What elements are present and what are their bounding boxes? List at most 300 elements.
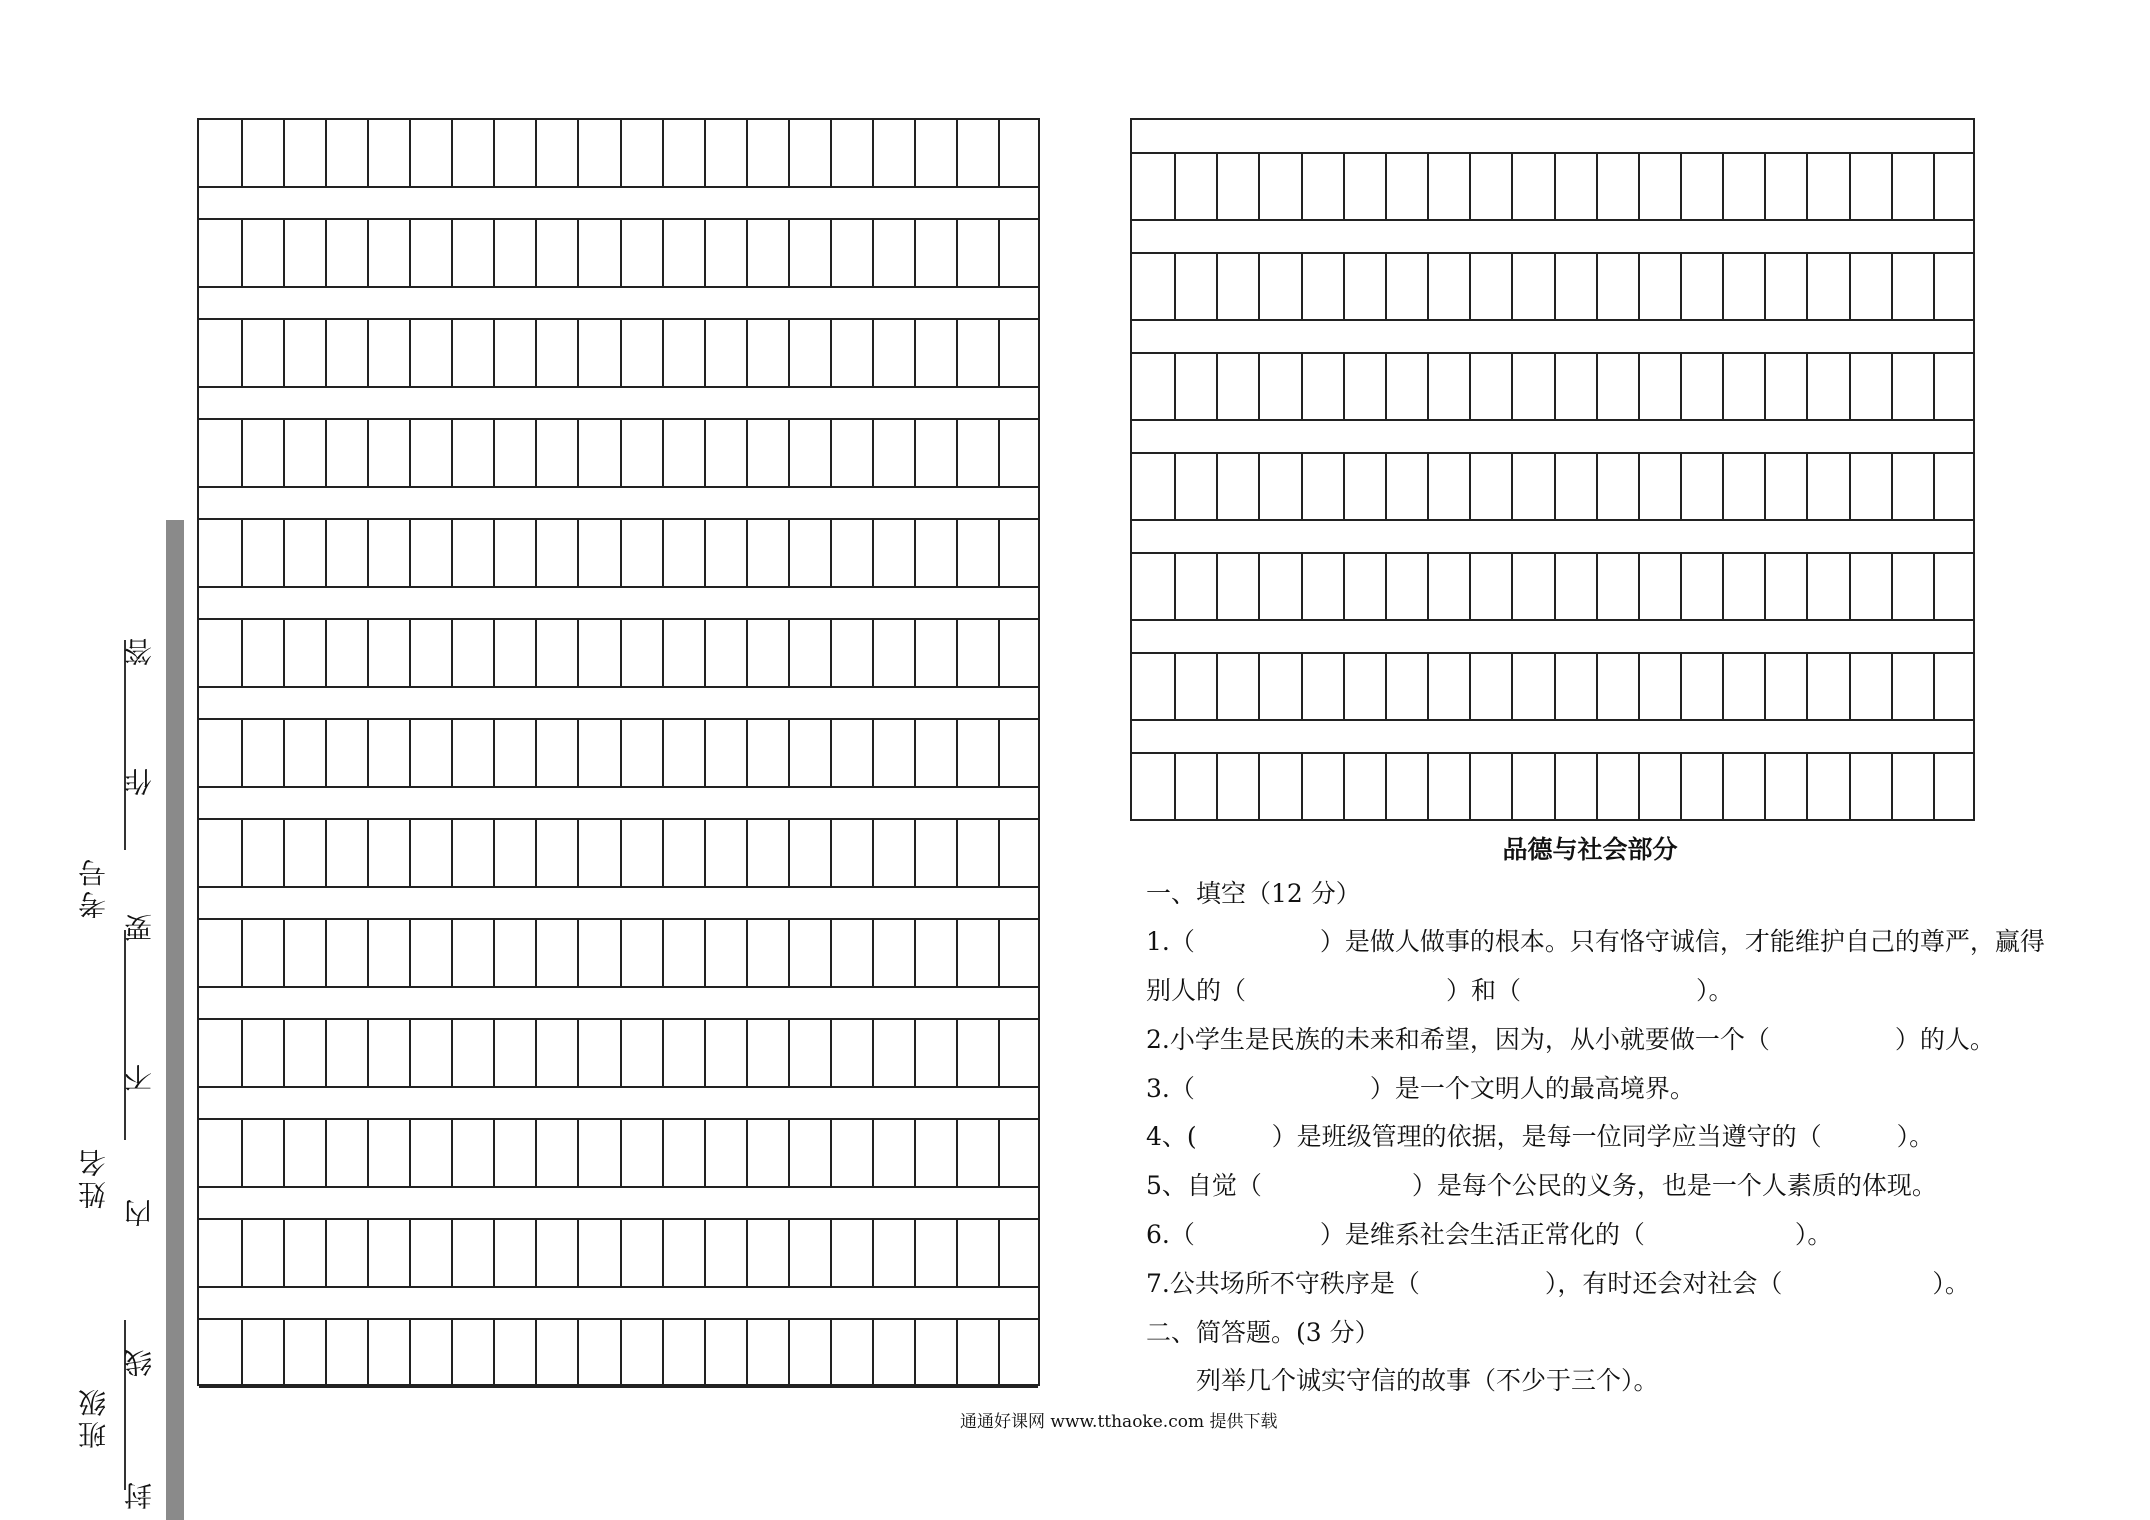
grid-cell-divider — [1511, 254, 1513, 319]
grid-cell-divider — [830, 1320, 832, 1386]
question-5: 5、自觉（ ）是每个公民的义务，也是一个人素质的体现。 — [1146, 1171, 1937, 1200]
grid-cell-divider — [914, 720, 916, 786]
grid-cell-divider — [241, 120, 243, 186]
grid-cell-divider — [788, 220, 790, 286]
grid-cell-divider — [1258, 654, 1260, 719]
grid-cell-divider — [830, 420, 832, 486]
grid-cell-divider — [241, 1020, 243, 1086]
grid-cell-divider — [1680, 154, 1682, 219]
grid-cell-divider — [1301, 454, 1303, 519]
grid-cell-divider — [367, 220, 369, 286]
grid-cell-divider — [1469, 554, 1471, 619]
grid-cell-divider — [1596, 454, 1598, 519]
grid-cell-divider — [1511, 354, 1513, 419]
grid-cell-divider — [1680, 354, 1682, 419]
grid-cell-divider — [409, 620, 411, 686]
grid-cell-divider — [956, 920, 958, 986]
grid-cell-divider — [1764, 354, 1766, 419]
grid-cell-divider — [1469, 354, 1471, 419]
grid-cell-divider — [283, 1020, 285, 1086]
grid-cell-divider — [1511, 454, 1513, 519]
grid-cell-divider — [746, 1120, 748, 1186]
grid-row — [199, 318, 1038, 388]
grid-cell-divider — [1258, 254, 1260, 319]
grid-cell-divider — [451, 120, 453, 186]
seal-char-1: 答 — [123, 634, 156, 666]
grid-cell-divider — [998, 220, 1000, 286]
grid-cell-divider — [1891, 754, 1893, 819]
grid-cell-divider — [1849, 254, 1851, 319]
grid-cell-divider — [914, 820, 916, 886]
grid-cell-divider — [704, 920, 706, 986]
grid-cell-divider — [1891, 354, 1893, 419]
writing-grid-left — [197, 118, 1040, 1386]
grid-cell-divider — [325, 520, 327, 586]
grid-cell-divider — [325, 620, 327, 686]
underline-number — [124, 640, 126, 850]
grid-cell-divider — [1891, 554, 1893, 619]
grid-cell-divider — [746, 720, 748, 786]
grid-cell-divider — [1764, 754, 1766, 819]
grid-cell-divider — [1722, 354, 1724, 419]
grid-cell-divider — [493, 420, 495, 486]
grid-cell-divider — [535, 1120, 537, 1186]
grid-cell-divider — [493, 820, 495, 886]
grid-cell-divider — [1764, 454, 1766, 519]
grid-cell-divider — [1638, 354, 1640, 419]
grid-cell-divider — [241, 1120, 243, 1186]
grid-cell-divider — [1680, 554, 1682, 619]
grid-cell-divider — [1216, 554, 1218, 619]
grid-cell-divider — [493, 1020, 495, 1086]
grid-cell-divider — [620, 720, 622, 786]
grid-cell-divider — [872, 520, 874, 586]
grid-cell-divider — [1596, 254, 1598, 319]
grid-cell-divider — [241, 320, 243, 386]
grid-cell-divider — [535, 520, 537, 586]
grid-cell-divider — [1258, 454, 1260, 519]
label-name: 姓名 — [77, 1145, 110, 1209]
grid-cell-divider — [283, 920, 285, 986]
grid-cell-divider — [535, 320, 537, 386]
grid-cell-divider — [1680, 754, 1682, 819]
grid-cell-divider — [1554, 654, 1556, 719]
grid-cell-divider — [1722, 254, 1724, 319]
grid-cell-divider — [788, 920, 790, 986]
grid-cell-divider — [1891, 454, 1893, 519]
grid-cell-divider — [662, 1020, 664, 1086]
grid-row — [1132, 152, 1973, 221]
grid-cell-divider — [1933, 154, 1935, 219]
grid-cell-divider — [1385, 754, 1387, 819]
grid-cell-divider — [1258, 754, 1260, 819]
grid-cell-divider — [283, 220, 285, 286]
grid-cell-divider — [451, 920, 453, 986]
grid-cell-divider — [914, 220, 916, 286]
grid-cell-divider — [956, 120, 958, 186]
grid-cell-divider — [956, 220, 958, 286]
grid-row — [1132, 452, 1973, 521]
grid-cell-divider — [1933, 754, 1935, 819]
grid-cell-divider — [325, 820, 327, 886]
grid-cell-divider — [914, 520, 916, 586]
question-7: 7.公共场所不守秩序是（ ），有时还会对社会（ ）。 — [1146, 1269, 1970, 1298]
grid-cell-divider — [788, 520, 790, 586]
grid-cell-divider — [577, 820, 579, 886]
grid-cell-divider — [914, 1220, 916, 1286]
grid-cell-divider — [914, 1120, 916, 1186]
grid-cell-divider — [1385, 154, 1387, 219]
grid-cell-divider — [535, 120, 537, 186]
grid-cell-divider — [1722, 554, 1724, 619]
grid-cell-divider — [1427, 554, 1429, 619]
grid-cell-divider — [1764, 154, 1766, 219]
grid-cell-divider — [1596, 354, 1598, 419]
grid-cell-divider — [535, 1220, 537, 1286]
grid-cell-divider — [1385, 354, 1387, 419]
grid-cell-divider — [283, 1320, 285, 1386]
grid-cell-divider — [1849, 554, 1851, 619]
grid-cell-divider — [746, 120, 748, 186]
grid-cell-divider — [1174, 554, 1176, 619]
grid-cell-divider — [1511, 554, 1513, 619]
grid-cell-divider — [241, 520, 243, 586]
grid-cell-divider — [577, 1220, 579, 1286]
grid-cell-divider — [409, 1120, 411, 1186]
grid-cell-divider — [914, 1320, 916, 1386]
grid-cell-divider — [704, 1120, 706, 1186]
grid-cell-divider — [1891, 654, 1893, 719]
grid-cell-divider — [535, 820, 537, 886]
grid-cell-divider — [998, 920, 1000, 986]
grid-cell-divider — [577, 620, 579, 686]
grid-cell-divider — [535, 420, 537, 486]
grid-cell-divider — [1638, 754, 1640, 819]
grid-cell-divider — [704, 320, 706, 386]
grid-cell-divider — [1554, 354, 1556, 419]
grid-cell-divider — [704, 420, 706, 486]
grid-cell-divider — [1385, 654, 1387, 719]
question-2: 2.小学生是民族的未来和希望，因为，从小就要做一个（ ）的人。 — [1146, 1025, 1995, 1054]
grid-cell-divider — [1258, 154, 1260, 219]
grid-cell-divider — [956, 520, 958, 586]
grid-cell-divider — [872, 1220, 874, 1286]
grid-cell-divider — [956, 620, 958, 686]
grid-cell-divider — [493, 1320, 495, 1386]
grid-cell-divider — [620, 820, 622, 886]
grid-cell-divider — [493, 1120, 495, 1186]
grid-cell-divider — [1849, 454, 1851, 519]
grid-cell-divider — [956, 1020, 958, 1086]
grid-cell-divider — [620, 420, 622, 486]
grid-cell-divider — [283, 620, 285, 686]
grid-cell-divider — [1680, 454, 1682, 519]
grid-cell-divider — [283, 520, 285, 586]
grid-cell-divider — [872, 920, 874, 986]
grid-cell-divider — [325, 1220, 327, 1286]
grid-cell-divider — [998, 420, 1000, 486]
grid-row — [1132, 552, 1973, 621]
writing-grid-right — [1130, 118, 1975, 821]
grid-cell-divider — [1469, 754, 1471, 819]
grid-cell-divider — [1174, 354, 1176, 419]
grid-cell-divider — [746, 1220, 748, 1286]
grid-cell-divider — [409, 1220, 411, 1286]
grid-cell-divider — [788, 1020, 790, 1086]
grid-cell-divider — [451, 720, 453, 786]
grid-cell-divider — [1806, 254, 1808, 319]
grid-cell-divider — [1764, 254, 1766, 319]
grid-cell-divider — [662, 320, 664, 386]
grid-cell-divider — [788, 1320, 790, 1386]
grid-cell-divider — [830, 720, 832, 786]
part1-heading: 一、填空（12 分） — [1146, 879, 1361, 908]
grid-cell-divider — [577, 1320, 579, 1386]
grid-cell-divider — [998, 520, 1000, 586]
grid-cell-divider — [830, 1120, 832, 1186]
grid-cell-divider — [409, 420, 411, 486]
question-3: 3.（ ）是一个文明人的最高境界。 — [1146, 1074, 1695, 1103]
grid-cell-divider — [998, 1320, 1000, 1386]
grid-cell-divider — [451, 1320, 453, 1386]
grid-cell-divider — [662, 520, 664, 586]
grid-cell-divider — [409, 1020, 411, 1086]
grid-cell-divider — [1764, 654, 1766, 719]
grid-cell-divider — [577, 220, 579, 286]
grid-cell-divider — [409, 1320, 411, 1386]
grid-cell-divider — [577, 720, 579, 786]
grid-cell-divider — [1174, 654, 1176, 719]
grid-cell-divider — [451, 320, 453, 386]
grid-cell-divider — [620, 1020, 622, 1086]
grid-cell-divider — [1469, 254, 1471, 319]
footer-source: 通通好课网 www.tthaoke.com 提供下载 — [960, 1412, 1278, 1432]
grid-cell-divider — [872, 820, 874, 886]
grid-cell-divider — [451, 1220, 453, 1286]
grid-cell-divider — [451, 620, 453, 686]
grid-cell-divider — [704, 1020, 706, 1086]
grid-cell-divider — [577, 920, 579, 986]
grid-cell-divider — [620, 520, 622, 586]
grid-cell-divider — [830, 320, 832, 386]
grid-cell-divider — [1301, 654, 1303, 719]
grid-cell-divider — [1849, 154, 1851, 219]
grid-row — [199, 1118, 1038, 1188]
grid-cell-divider — [1511, 154, 1513, 219]
grid-cell-divider — [1849, 654, 1851, 719]
seal-char-2: 作 — [123, 764, 156, 796]
grid-cell-divider — [1343, 254, 1345, 319]
grid-cell-divider — [1806, 754, 1808, 819]
grid-cell-divider — [1427, 754, 1429, 819]
grid-cell-divider — [746, 820, 748, 886]
grid-cell-divider — [1343, 154, 1345, 219]
grid-row — [199, 1318, 1038, 1388]
grid-cell-divider — [704, 1220, 706, 1286]
grid-row — [1132, 252, 1973, 321]
grid-cell-divider — [325, 920, 327, 986]
grid-cell-divider — [662, 620, 664, 686]
grid-cell-divider — [704, 620, 706, 686]
grid-cell-divider — [325, 120, 327, 186]
grid-cell-divider — [283, 1220, 285, 1286]
grid-row — [199, 618, 1038, 688]
seal-char-7: 封 — [123, 1478, 156, 1510]
grid-cell-divider — [1343, 654, 1345, 719]
grid-cell-divider — [241, 820, 243, 886]
grid-cell-divider — [1469, 654, 1471, 719]
grid-cell-divider — [788, 320, 790, 386]
grid-cell-divider — [746, 420, 748, 486]
grid-cell-divider — [956, 320, 958, 386]
grid-row — [199, 518, 1038, 588]
grid-cell-divider — [1806, 654, 1808, 719]
grid-cell-divider — [1511, 654, 1513, 719]
grid-cell-divider — [830, 220, 832, 286]
seal-char-6: 线 — [123, 1345, 156, 1377]
grid-cell-divider — [872, 220, 874, 286]
grid-cell-divider — [1722, 654, 1724, 719]
grid-cell-divider — [1343, 554, 1345, 619]
grid-cell-divider — [788, 1220, 790, 1286]
grid-cell-divider — [535, 220, 537, 286]
grid-cell-divider — [367, 520, 369, 586]
grid-cell-divider — [1554, 154, 1556, 219]
grid-cell-divider — [367, 320, 369, 386]
grid-row — [199, 918, 1038, 988]
grid-row — [199, 218, 1038, 288]
grid-cell-divider — [409, 320, 411, 386]
grid-cell-divider — [1216, 454, 1218, 519]
grid-cell-divider — [704, 720, 706, 786]
grid-row — [199, 118, 1038, 188]
grid-cell-divider — [1806, 154, 1808, 219]
grid-cell-divider — [1427, 254, 1429, 319]
grid-cell-divider — [409, 520, 411, 586]
grid-cell-divider — [1849, 354, 1851, 419]
grid-cell-divider — [956, 420, 958, 486]
grid-cell-divider — [1343, 454, 1345, 519]
grid-cell-divider — [872, 420, 874, 486]
grid-cell-divider — [493, 120, 495, 186]
grid-row — [1132, 752, 1973, 821]
section-title: 品德与社会部分 — [1502, 835, 1678, 864]
grid-cell-divider — [1511, 754, 1513, 819]
grid-cell-divider — [241, 720, 243, 786]
grid-cell-divider — [914, 120, 916, 186]
grid-cell-divider — [1174, 154, 1176, 219]
grid-cell-divider — [830, 120, 832, 186]
grid-cell-divider — [1638, 254, 1640, 319]
grid-cell-divider — [283, 720, 285, 786]
grid-cell-divider — [493, 1220, 495, 1286]
grid-cell-divider — [535, 920, 537, 986]
grid-cell-divider — [956, 1220, 958, 1286]
grid-cell-divider — [830, 520, 832, 586]
grid-cell-divider — [1385, 554, 1387, 619]
grid-cell-divider — [746, 320, 748, 386]
grid-cell-divider — [1638, 654, 1640, 719]
grid-cell-divider — [367, 820, 369, 886]
grid-cell-divider — [1258, 354, 1260, 419]
grid-cell-divider — [535, 620, 537, 686]
grid-cell-divider — [577, 420, 579, 486]
grid-cell-divider — [1554, 754, 1556, 819]
grid-cell-divider — [1722, 754, 1724, 819]
grid-cell-divider — [830, 1020, 832, 1086]
grid-cell-divider — [241, 1320, 243, 1386]
grid-cell-divider — [367, 1320, 369, 1386]
grid-cell-divider — [1427, 454, 1429, 519]
grid-cell-divider — [662, 720, 664, 786]
grid-cell-divider — [1427, 154, 1429, 219]
grid-cell-divider — [956, 820, 958, 886]
grid-cell-divider — [746, 220, 748, 286]
grid-cell-divider — [493, 620, 495, 686]
grid-cell-divider — [1764, 554, 1766, 619]
grid-cell-divider — [1933, 454, 1935, 519]
grid-cell-divider — [746, 520, 748, 586]
grid-cell-divider — [788, 1120, 790, 1186]
grid-cell-divider — [1722, 154, 1724, 219]
grid-cell-divider — [872, 720, 874, 786]
grid-cell-divider — [1680, 254, 1682, 319]
grid-cell-divider — [325, 420, 327, 486]
grid-cell-divider — [788, 120, 790, 186]
grid-cell-divider — [704, 520, 706, 586]
underline-name — [124, 930, 126, 1140]
grid-cell-divider — [662, 1320, 664, 1386]
grid-cell-divider — [872, 620, 874, 686]
grid-row — [1132, 352, 1973, 421]
grid-cell-divider — [283, 120, 285, 186]
grid-cell-divider — [1680, 654, 1682, 719]
grid-cell-divider — [1806, 454, 1808, 519]
grid-cell-divider — [1933, 354, 1935, 419]
grid-row — [1132, 652, 1973, 721]
grid-cell-divider — [788, 820, 790, 886]
grid-cell-divider — [1596, 654, 1598, 719]
grid-cell-divider — [1301, 154, 1303, 219]
grid-row — [199, 418, 1038, 488]
grid-cell-divider — [451, 220, 453, 286]
grid-cell-divider — [1596, 554, 1598, 619]
grid-cell-divider — [704, 820, 706, 886]
grid-cell-divider — [872, 1320, 874, 1386]
grid-cell-divider — [788, 420, 790, 486]
grid-cell-divider — [746, 620, 748, 686]
grid-cell-divider — [1806, 354, 1808, 419]
grid-cell-divider — [1258, 554, 1260, 619]
grid-cell-divider — [620, 1320, 622, 1386]
grid-cell-divider — [830, 920, 832, 986]
grid-cell-divider — [535, 1320, 537, 1386]
grid-cell-divider — [367, 720, 369, 786]
seal-char-5: 内 — [123, 1195, 156, 1227]
grid-cell-divider — [830, 1220, 832, 1286]
grid-cell-divider — [872, 1020, 874, 1086]
grid-cell-divider — [1216, 354, 1218, 419]
grid-cell-divider — [956, 1320, 958, 1386]
grid-cell-divider — [620, 1220, 622, 1286]
grid-cell-divider — [325, 1120, 327, 1186]
grid-cell-divider — [1385, 254, 1387, 319]
part2-heading: 二、简答题。(3 分） — [1146, 1318, 1380, 1347]
grid-cell-divider — [325, 1320, 327, 1386]
grid-cell-divider — [1806, 554, 1808, 619]
grid-cell-divider — [367, 920, 369, 986]
grid-cell-divider — [451, 520, 453, 586]
